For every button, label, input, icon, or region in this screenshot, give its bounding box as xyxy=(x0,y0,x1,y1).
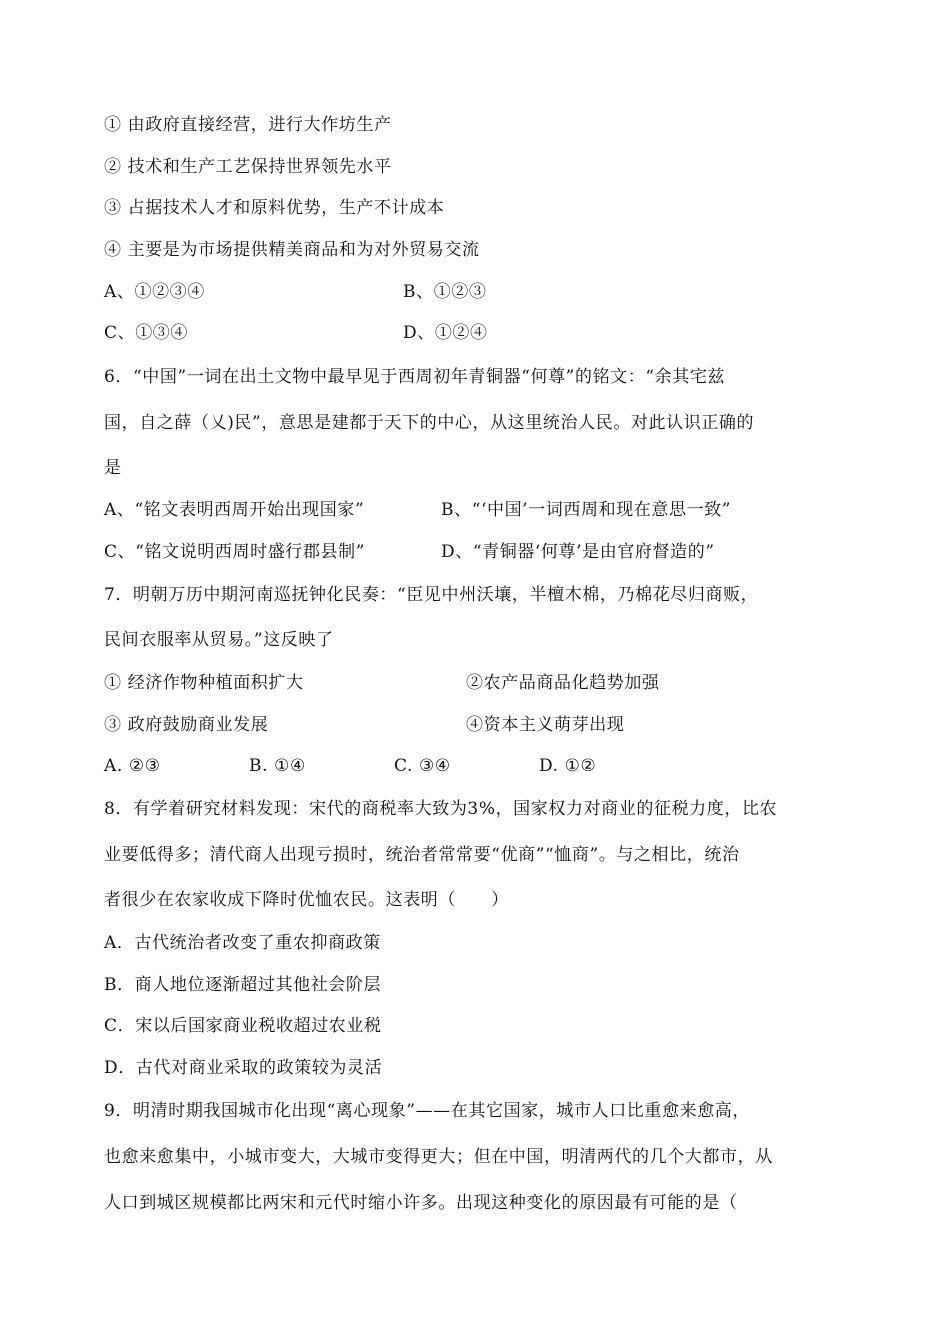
q8-option-c: C．宋以后国家商业税收超过农业税 xyxy=(104,1016,382,1036)
q7-item-1: ① 经济作物种植面积扩大 xyxy=(104,673,304,693)
q9-stem-line-2: 也愈来愈集中，小城市变大，大城市变得更大；但在中国，明清两代的几个大都市，从 xyxy=(104,1147,773,1167)
q5-option-a: A、①②③④ xyxy=(104,282,205,302)
q6-stem-line-3: 是 xyxy=(104,458,122,478)
q6-stem-line-2: 国，自之薛（乂)民”，意思是建都于天下的中心，从这里统治人民。对此认识正确的 xyxy=(104,413,755,433)
q5-item-3: ③ 占据技术人才和原料优势，生产不计成本 xyxy=(104,198,445,218)
q8-stem-line-1: 8．有学着研究材料发现：宋代的商税率大致为3%，国家权力对商业的征税力度，比农 xyxy=(104,799,778,819)
q6-option-a: A、“铭文表明西周开始出现国家” xyxy=(104,500,365,520)
q5-item-2: ② 技术和生产工艺保持世界领先水平 xyxy=(104,157,392,177)
q5-option-b: B、①②③ xyxy=(403,282,487,302)
q9-stem-line-1: 9．明清时期我国城市化出现“离心现象”——在其它国家，城市人口比重愈来愈高， xyxy=(104,1101,750,1121)
q5-option-c: C、①③④ xyxy=(104,323,189,343)
q6-option-c: C、“铭文说明西周时盛行郡县制” xyxy=(104,542,365,562)
q8-option-a: A．古代统治者改变了重农抑商政策 xyxy=(104,933,381,953)
q8-stem-line-3: 者很少在农家收成下降时优恤农民。这表明（ ） xyxy=(104,890,509,910)
q7-item-4: ④资本主义萌芽出现 xyxy=(466,715,625,735)
q7-item-3: ③ 政府鼓励商业发展 xyxy=(104,715,269,735)
q7-item-2: ②农产品商品化趋势加强 xyxy=(466,673,660,693)
q7-option-a: A. ②③ xyxy=(104,756,161,776)
q7-option-b: B. ①④ xyxy=(249,756,306,776)
q5-item-4: ④ 主要是为市场提供精美商品和为对外贸易交流 xyxy=(104,240,480,260)
q6-option-d: D、“青铜器‘何尊’是由官府督造的” xyxy=(441,542,715,562)
q7-option-d: D. ①② xyxy=(539,756,597,776)
q8-option-b: B．商人地位逐渐超过其他社会阶层 xyxy=(104,975,382,995)
q7-stem-line-1: 7．明朝万历中期河南巡抚钟化民奏：“臣见中州沃壤，半檀木棉，乃棉花尽归商贩， xyxy=(104,585,759,605)
q7-stem-line-2: 民间衣服率从贸易。”这反映了 xyxy=(104,630,334,650)
q6-stem-line-1: 6．“中国”一词在出土文物中最早见于西周初年青铜器“何尊”的铭文：“余其宅兹 xyxy=(104,367,726,387)
q6-option-b: B、“‘中国’一词西周和现在意思一致” xyxy=(441,500,732,520)
q7-option-c: C. ③④ xyxy=(394,756,451,776)
q5-item-1: ① 由政府直接经营，进行大作坊生产 xyxy=(104,115,392,135)
q5-option-d: D、①②④ xyxy=(403,323,488,343)
q9-stem-line-3: 人口到城区规模都比两宋和元代时缩小许多。出现这种变化的原因最有可能的是（ xyxy=(104,1193,738,1213)
q8-option-d: D．古代对商业采取的政策较为灵活 xyxy=(104,1058,383,1078)
q8-stem-line-2: 业要低得多；清代商人出现亏损时，统治者常常要“优商”“恤商”。与之相比，统治 xyxy=(104,845,740,865)
